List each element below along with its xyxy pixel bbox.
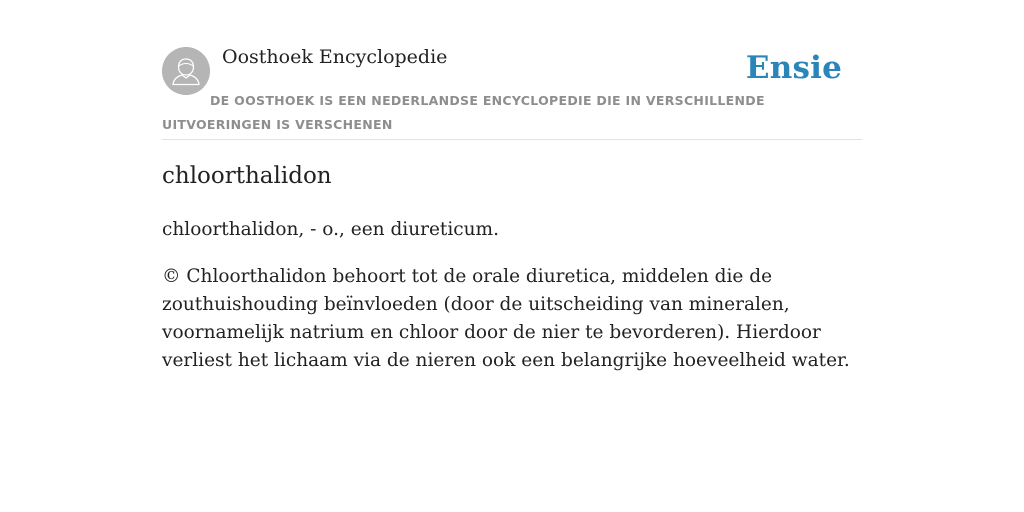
explanation-paragraph: © Chloorthalidon behoort tot de orale diuretica, middelen die de zouthuishouding beïnvloeden (door de uitscheiding van mineralen, voornamelijk natrium en chloor door de nier te bevorderen). Hierdoor verliest het lichaam via de nieren ook een belangrijke hoeveelheid water. [162, 266, 850, 371]
user-avatar-icon [162, 47, 210, 95]
author-name-link[interactable]: Oosthoek Encyclopedie [222, 46, 448, 68]
article-title: chloorthalidon [162, 163, 332, 189]
author-description: DE OOSTHOEK IS EEN NEDERLANDSE ENCYCLOPEDIE DIE IN VERSCHILLENDE UITVOERINGEN IS VERSCHENEN [162, 93, 765, 132]
definition-paragraph: chloorthalidon, - o., een diureticum. [162, 219, 499, 240]
avatar[interactable] [162, 47, 210, 95]
author-header [162, 0, 862, 140]
brand-logo-link[interactable]: Ensie [745, 50, 842, 86]
page-container [162, 0, 862, 371]
